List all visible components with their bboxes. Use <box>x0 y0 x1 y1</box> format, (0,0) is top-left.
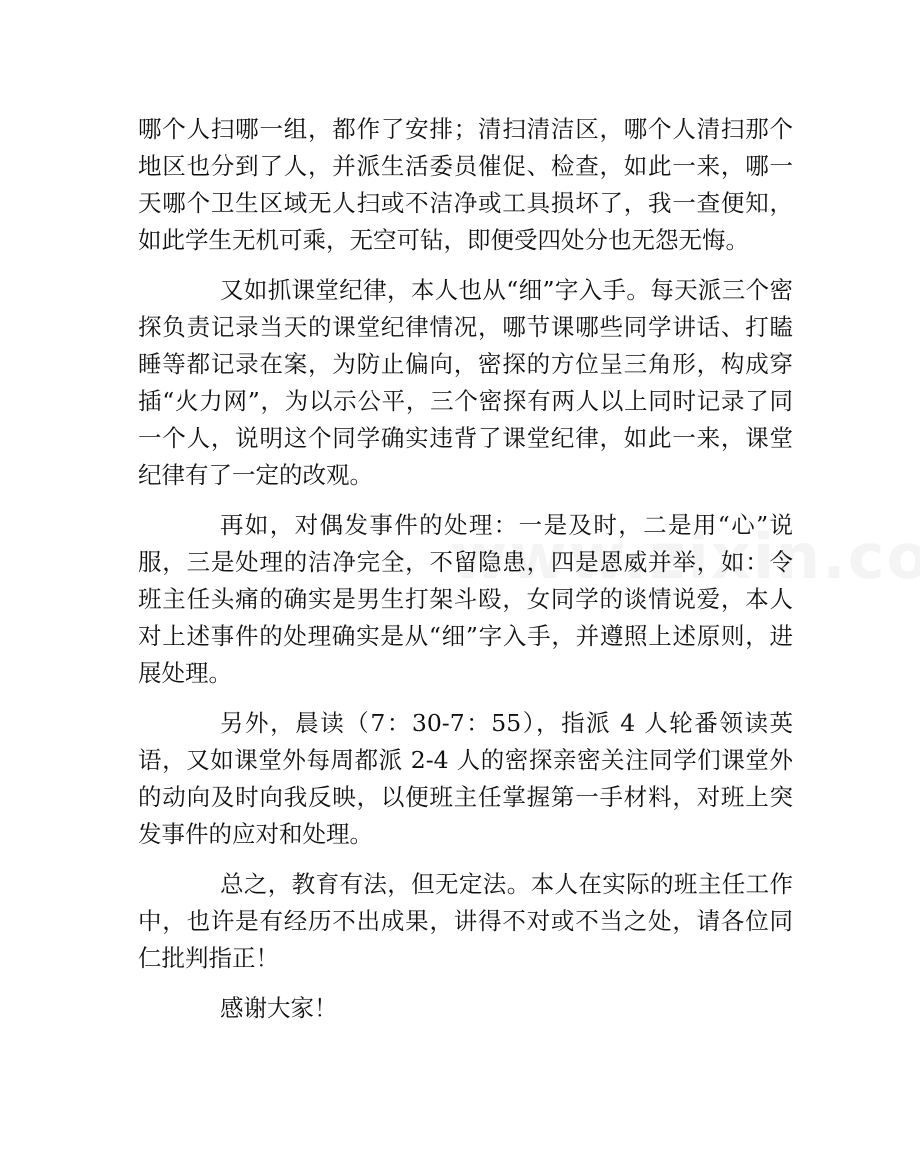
document-body <box>138 111 793 1040</box>
paragraph-conclusion: 总之，教育有法，但无定法。本人在实际的班主任工作中，也许是有经历不出成果，讲得不对或不当之处，请各位同仁批判指正！ <box>138 870 793 972</box>
paragraph-morning-reading: 另外，晨读（7：30-7：55），指派 4 人轮番领读英语，又如课堂外每周都派 2-4 人的密探亲密关注同学们课堂外的动向及时向我反映，以便班主任掌握第一手材料，对班上突发事件的应对和处理。 <box>138 709 793 848</box>
paragraph-cleaning-arrangement: 哪个人扫哪一组，都作了安排；清扫清洁区，哪个人清扫那个地区也分到了人，并派生活委员催促、检查，如此一来，哪一天哪个卫生区域无人扫或不洁净或工具损坏了，我一查便知，如此学生无机可乘，无空可钻，即便受四处分也无怨无悔。 <box>138 115 793 254</box>
paragraph-thanks: 感谢大家！ <box>220 994 338 1022</box>
paragraph-classroom-discipline: 又如抓课堂纪律，本人也从“细”字入手。每天派三个密探负责记录当天的课堂纪律情况，哪节课哪些同学讲话、打瞌睡等都记录在案，为防止偏向，密探的方位呈三角形，构成穿插“火力网”，为以示公平，三个密探有两人以上同时记录了同一个人，说明这个同学确实违背了课堂纪律，如此一来，课堂纪律有了一定的改观。 <box>138 276 793 489</box>
paragraph-incident-handling: 再如，对偶发事件的处理：一是及时，二是用“心”说服，三是处理的洁净完全，不留隐患，四是恩威并举，如：令班主任头痛的确实是男生打架斗殴，女同学的谈情说爱，本人对上述事件的处理确实是从“细”字入手，并遵照上述原则，进展处理。 <box>138 511 793 687</box>
